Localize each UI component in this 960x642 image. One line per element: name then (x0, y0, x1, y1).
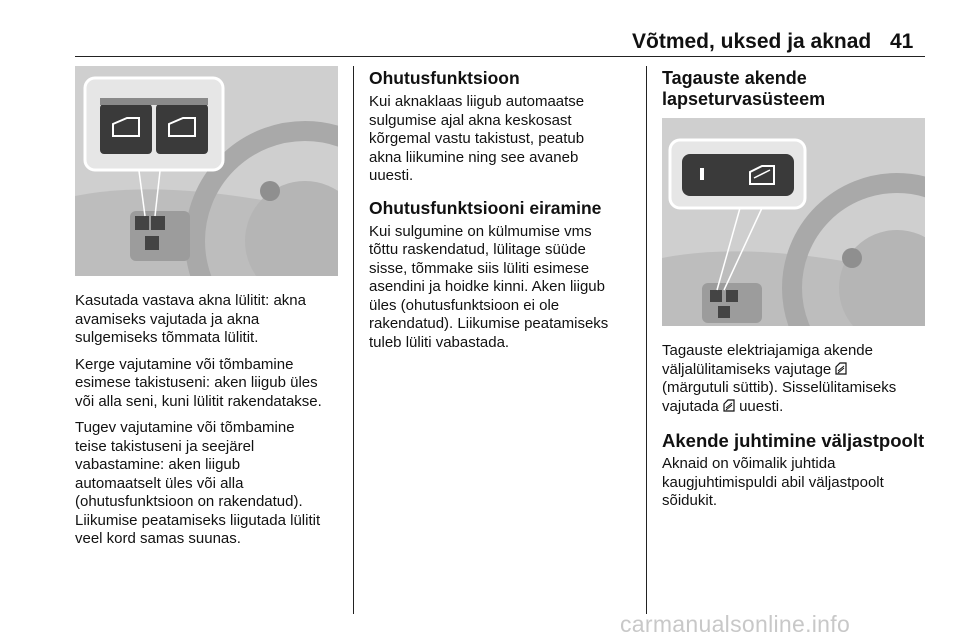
header-rule (75, 56, 925, 57)
text-line (662, 398, 924, 417)
text-line: sisse, tõmmake siis lüliti esimese (369, 259, 590, 277)
text-line: kaugjuhtimispuldi abil väljastpoolt (662, 473, 884, 491)
text-fragment: vajutada (662, 397, 719, 415)
section-heading-child-lock (662, 68, 825, 110)
text-line: tõttu raskendatud, lülitage süüde (369, 241, 586, 258)
column-3-text-bottom (662, 342, 924, 519)
text-line: kõrgemal vastu takistust, peatub (369, 130, 585, 147)
text-line: teise takistuseni ja seejärel (75, 437, 255, 455)
watermark-text: carmanualsonline.info (620, 611, 851, 637)
text-line: sulgemiseks tõmmata lülitit. (75, 329, 259, 346)
paragraph-safety-function (369, 93, 608, 186)
paragraph-override (369, 223, 608, 353)
text-line: akna liikumine ning see avaneb (369, 148, 579, 166)
text-line: asendini ja hoidke kinni. Aken liigub (369, 278, 605, 295)
child-lock-illustration (662, 118, 925, 326)
section-heading-remote-control: Akende juhtimine väljastpoolt (662, 430, 925, 451)
column-3-text-top (662, 68, 825, 114)
text-line: või alla seni, kuni lülitit rakendatakse. (75, 392, 322, 410)
text-line: avamiseks vajutada ja akna (75, 310, 260, 328)
column-divider-1 (353, 66, 354, 614)
text-line: sulgumise ajal akna keskosast (369, 111, 572, 129)
text-line: Tugev vajutamine või tõmbamine (75, 419, 295, 436)
text-line: automaatselt üles või alla (75, 474, 244, 492)
text-line: vabastamine: aken liigub (75, 456, 241, 473)
text-line: Aknaid on võimalik juhtida (662, 455, 836, 472)
paragraph-3 (75, 419, 322, 549)
section-heading-safety-function: Ohutusfunktsioon (369, 68, 520, 88)
column-divider-2 (646, 66, 647, 614)
window-lock-icon (723, 399, 735, 412)
text-line: (märgutuli süttib). Sisselülitamiseks (662, 379, 897, 396)
text-fragment: väljalülitamiseks vajutage (662, 360, 832, 378)
page-number: 41 (890, 30, 914, 53)
text-line: Kui aknaklaas liigub automaatse (369, 93, 585, 110)
text-line: (ohutusfunktsioon on rakendatud). (75, 493, 303, 510)
text-line: Kasutada vastava akna lülitit: akna (75, 292, 306, 309)
window-switch-illustration (75, 66, 338, 276)
text-line: Kui sulgumine on külmumise vms (369, 222, 592, 240)
text-line: Liikumise peatamiseks liigutada lülitit (75, 511, 321, 529)
text-line (662, 361, 924, 380)
text-line: Tagauste elektriajamiga akende (662, 342, 873, 359)
paragraph-2 (75, 356, 322, 412)
heading-line: lapseturvasüsteem (662, 89, 826, 109)
paragraph-remote-control (662, 455, 924, 511)
column-1-text (75, 292, 322, 557)
page-header-title: Võtmed, uksed ja aknad (632, 30, 872, 53)
text-line: üles (ohutusfunktsioon ei ole (369, 296, 560, 314)
text-line: rakendatud). Liikumise peatamiseks (369, 315, 609, 332)
text-line: esimese takistuseni: aken liigub üles (75, 374, 318, 391)
column-2-text (369, 68, 608, 360)
text-line: veel kord samas suunas. (75, 530, 241, 547)
heading-line: Tagauste akende (662, 68, 807, 88)
paragraph-1 (75, 292, 322, 348)
text-line: uuesti. (369, 167, 414, 184)
child-lock-figure (662, 118, 925, 326)
section-heading-override: Ohutusfunktsiooni eiramine (369, 197, 602, 218)
window-switch-figure (75, 66, 338, 276)
text-line: tuleb lüliti vabastada. (369, 333, 510, 351)
text-line: sõidukit. (662, 492, 718, 509)
window-lock-icon (835, 362, 847, 375)
text-fragment: uuesti. (739, 397, 784, 415)
paragraph-child-lock (662, 342, 924, 416)
text-line: Kerge vajutamine või tõmbamine (75, 355, 294, 373)
